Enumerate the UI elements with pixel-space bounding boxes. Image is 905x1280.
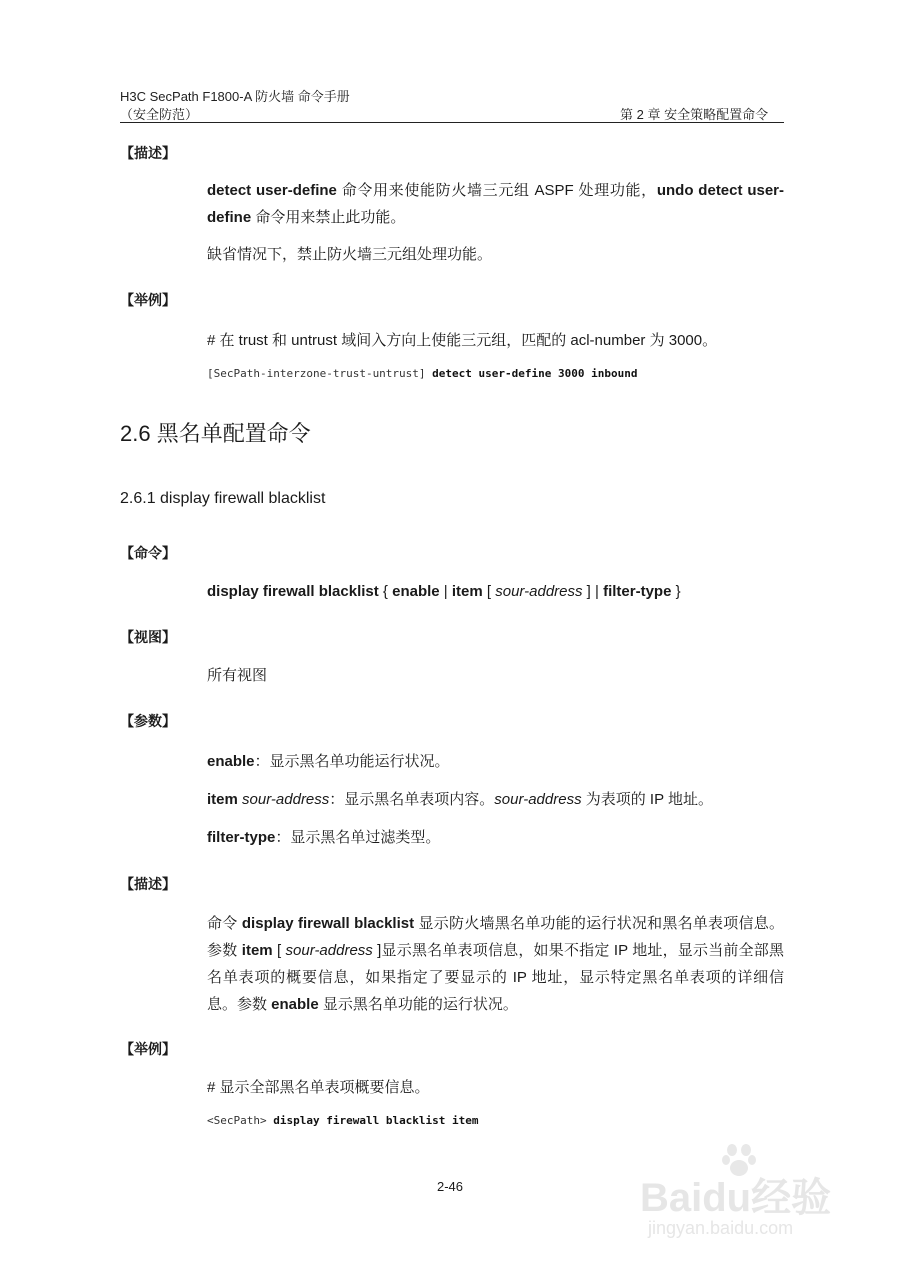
example-comment: # 在 trust 和 untrust 域间入方向上使能三元组，匹配的 acl-number 为 3000。 — [207, 332, 718, 349]
desc-paragraph — [207, 177, 784, 231]
example-heading: 【举例】 — [120, 292, 176, 308]
param-item-kw: item — [207, 791, 238, 808]
param-enable-kw: enable — [207, 753, 255, 770]
param-enable-text: ：显示黑名单功能运行状况。 — [254, 753, 450, 770]
param-item-arg: sour-address — [237, 791, 330, 808]
example-prompt: [SecPath-interzone-trust-untrust] — [207, 367, 433, 380]
page-number: 2-46 — [437, 1179, 464, 1194]
subsection-title: 2.6.1 display firewall blacklist — [120, 490, 326, 507]
example2-comment: # 显示全部黑名单表项概要信息。 — [207, 1079, 430, 1096]
params-heading: 【参数】 — [120, 713, 176, 729]
param-item — [207, 786, 713, 813]
view-text: 所有视图 — [207, 667, 268, 684]
cmd-kw-display: display firewall blacklist — [207, 583, 379, 600]
desc2-t3: [ — [272, 942, 286, 959]
desc-text2: 命令用来禁止此功能。 — [251, 209, 406, 226]
desc2-t4: ]显示黑名单表项信息，如果不指定 IP 地址，显示当前全部黑名单表项的概要信息，如果指定了要显示的 IP 地址，显示特定黑名单表项的详细信息。参数 — [207, 942, 784, 1013]
desc2-kw2: item — [241, 942, 273, 959]
desc2-arg: sour-address — [285, 942, 373, 959]
example2-prompt: <SecPath> — [207, 1114, 274, 1127]
desc2-kw3: enable — [271, 996, 319, 1013]
desc-undo-cmd: undo detect user-define — [207, 182, 784, 226]
header-volume: （安全防范） — [120, 107, 199, 122]
example2-cmd: display firewall blacklist item — [273, 1114, 479, 1127]
section-title: 2.6 黑名单配置命令 — [120, 421, 311, 446]
desc-heading: 【描述】 — [120, 145, 176, 161]
param-item-arg2: sour-address — [494, 791, 582, 808]
header-rule — [120, 122, 784, 123]
cmd-brace-close: } — [671, 583, 681, 600]
desc2-heading: 【描述】 — [120, 876, 176, 892]
desc2-t5: 显示黑名单功能的运行状况。 — [318, 996, 518, 1013]
cmd-kw-item: item — [451, 583, 483, 600]
cmd-brace-open: { — [378, 583, 393, 600]
example2-heading: 【举例】 — [120, 1041, 176, 1057]
example-code — [207, 367, 637, 380]
cmd-bracket-open: [ — [482, 583, 496, 600]
cmd-kw-filter-type: filter-type — [603, 583, 672, 600]
desc-text1: 命令用来使能防火墙三元组 ASPF 处理功能， — [336, 182, 657, 199]
param-item-text2: 为表项的 IP 地址。 — [581, 791, 713, 808]
example2-code — [207, 1114, 479, 1127]
cmd-sep: | — [439, 583, 452, 600]
cmd-arg-sour-address: sour-address — [495, 583, 583, 600]
watermark-logo: Baidu经验 — [640, 1176, 832, 1220]
example-cmd: detect user-define 3000 inbound — [432, 367, 638, 380]
desc2-paragraph — [207, 910, 784, 1018]
param-filter-type-kw: filter-type — [207, 829, 276, 846]
desc-cmd: detect user-define — [207, 182, 337, 199]
param-filter-type-text: ：显示黑名单过滤类型。 — [275, 829, 441, 846]
cmd-syntax — [207, 578, 681, 605]
cmd-kw-enable: enable — [392, 583, 440, 600]
view-heading: 【视图】 — [120, 629, 176, 645]
param-filter-type — [207, 824, 440, 851]
header-chapter: 第 2 章 安全策略配置命令 — [620, 107, 769, 122]
cmd-heading: 【命令】 — [120, 545, 176, 561]
cmd-bracket-close: ] | — [582, 583, 604, 600]
header-product: H3C SecPath F1800-A 防火墙 命令手册 — [120, 89, 350, 104]
param-item-text: ：显示黑名单表项内容。 — [329, 791, 495, 808]
desc2-t1: 命令 — [207, 915, 242, 932]
desc2-t2: 显示防火墙黑名单功能的运行状况和黑名单表项信息。参数 — [207, 915, 784, 959]
desc2-kw1: display firewall blacklist — [241, 915, 415, 932]
param-enable — [207, 748, 450, 775]
default-text: 缺省情况下，禁止防火墙三元组处理功能。 — [207, 246, 493, 263]
watermark-url: jingyan.baidu.com — [648, 1218, 794, 1238]
